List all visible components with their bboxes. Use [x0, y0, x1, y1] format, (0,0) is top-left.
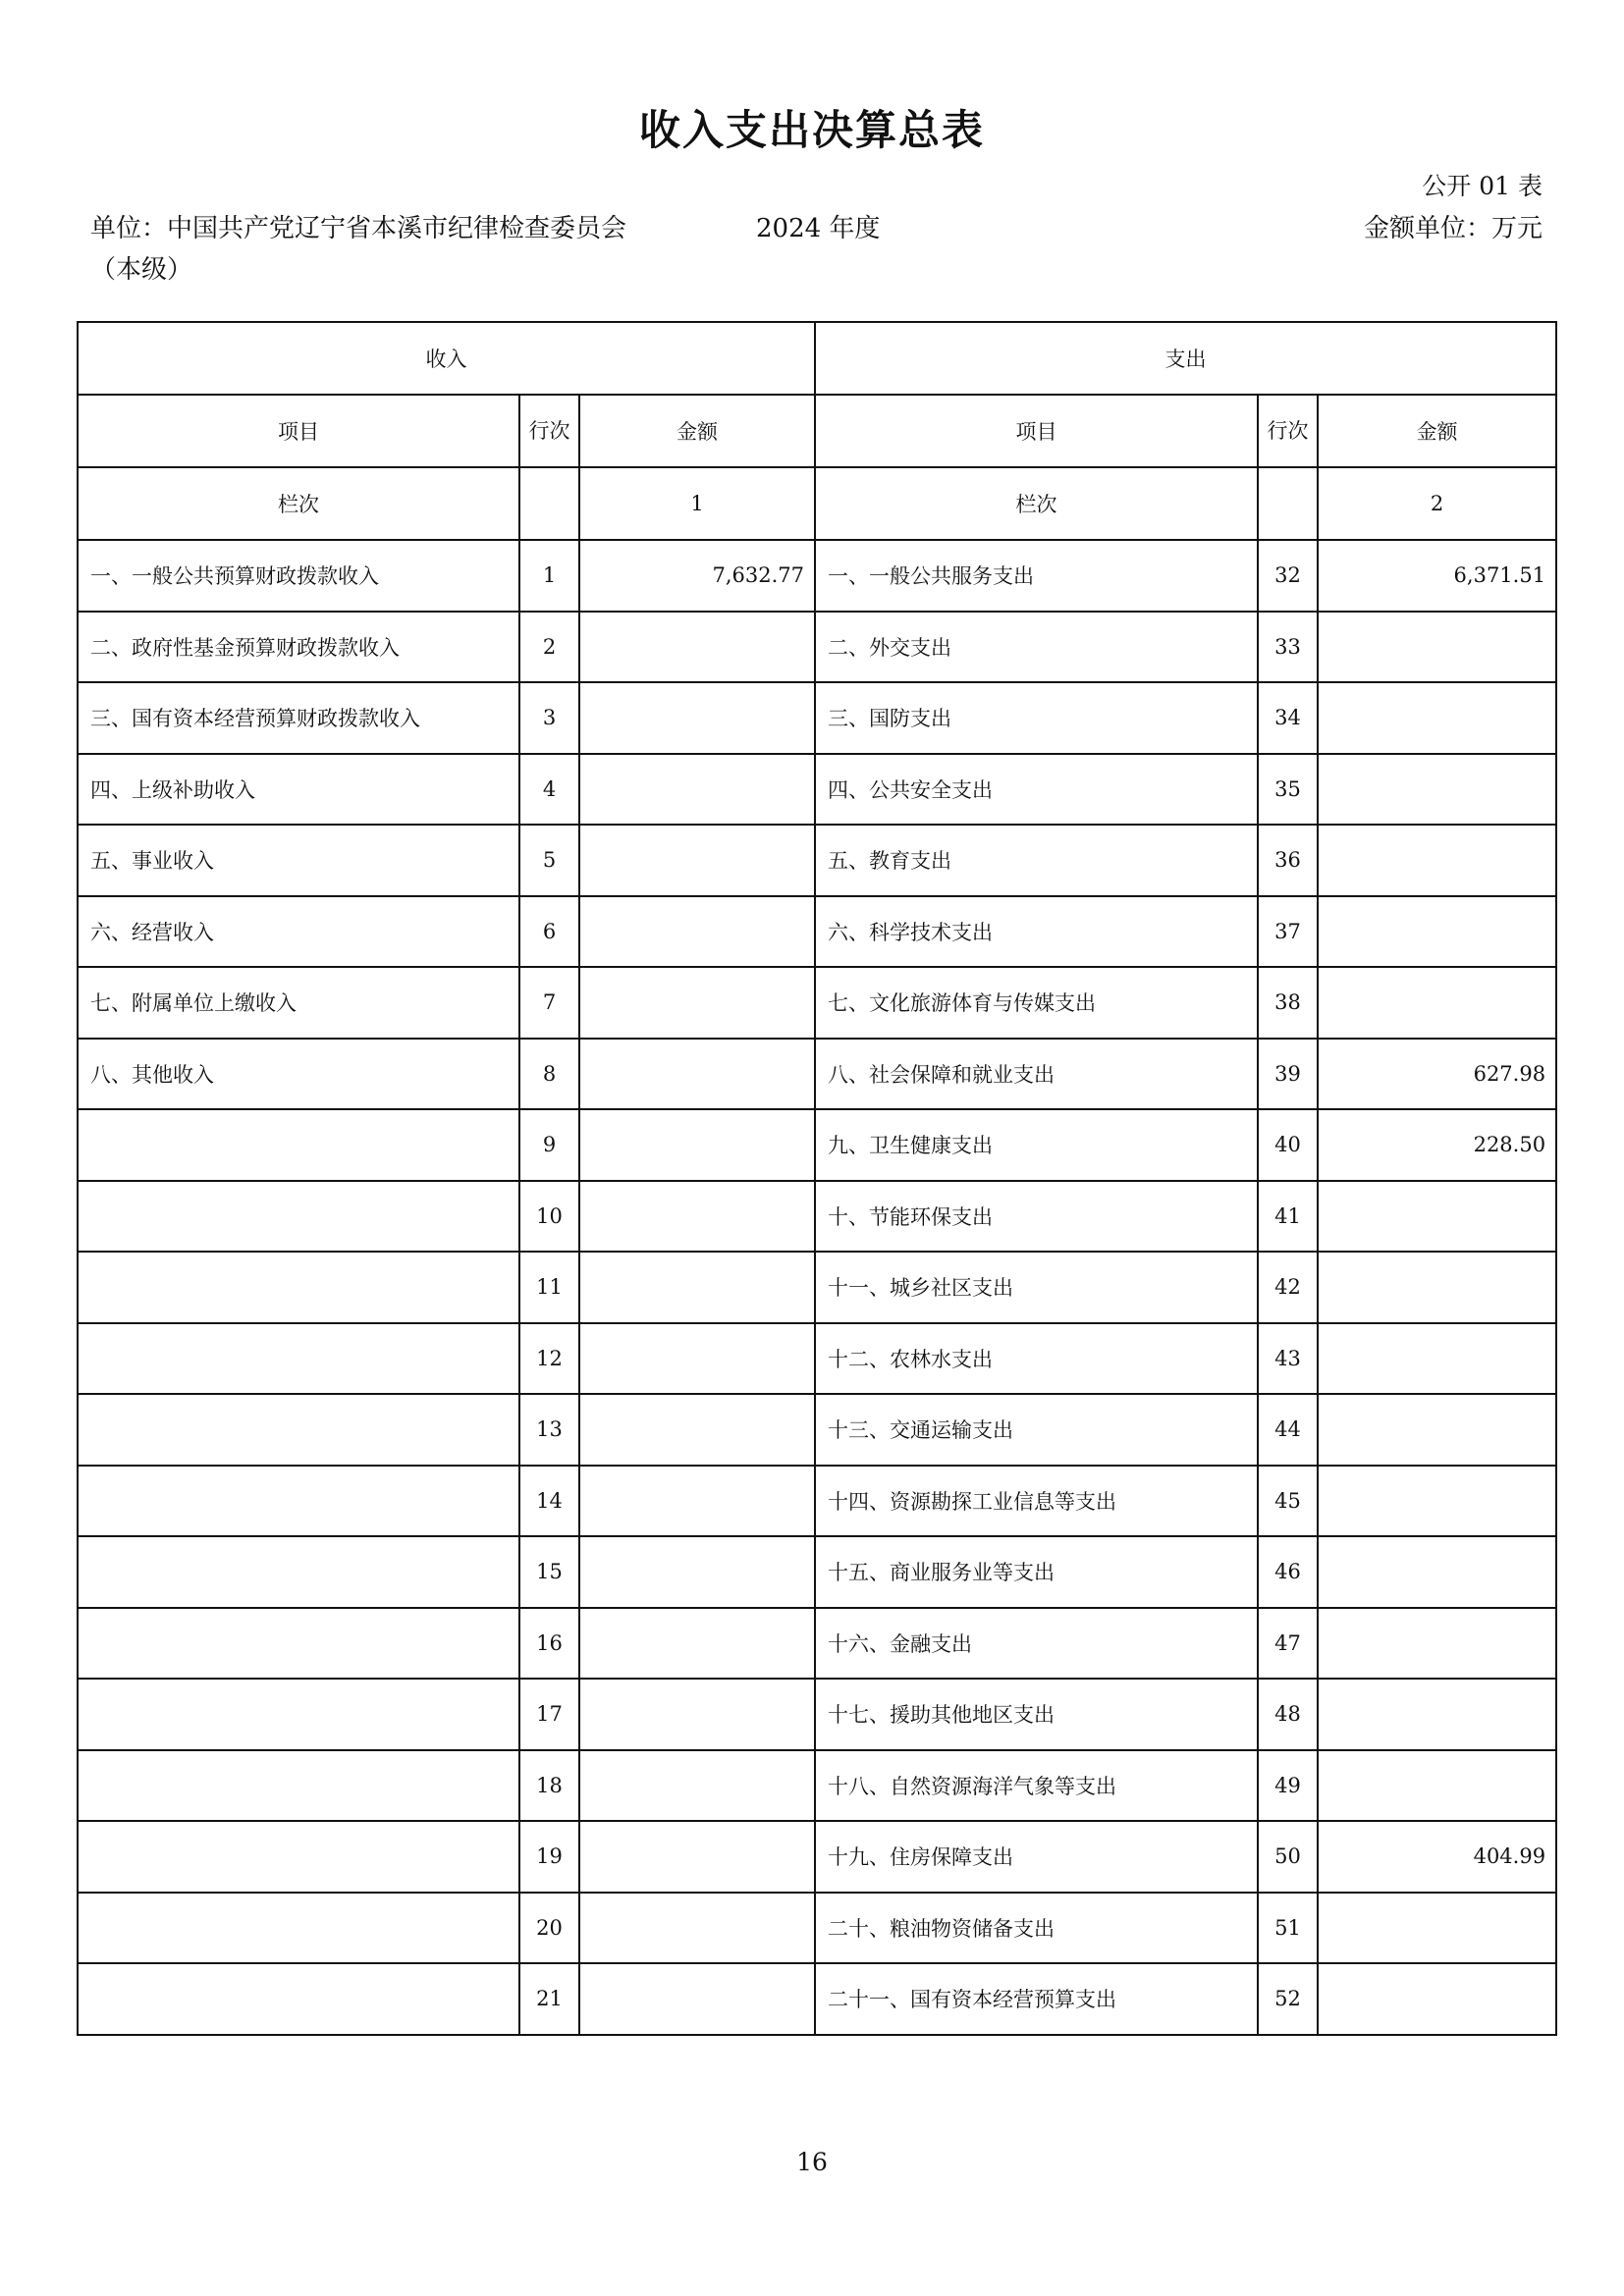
- expense-item: 十一、城乡社区支出: [815, 1252, 1258, 1323]
- page-number: 16: [796, 2148, 828, 2176]
- income-item: [78, 1893, 519, 1964]
- income-item: 五、事业收入: [78, 825, 519, 896]
- expense-row-no: 41: [1258, 1181, 1318, 1253]
- unit-label-continued: （本级）: [90, 255, 193, 285]
- income-amount: [579, 1679, 815, 1750]
- expense-amount: [1318, 1181, 1556, 1253]
- expense-amount: 627.98: [1318, 1039, 1556, 1110]
- income-amount: [579, 754, 815, 826]
- income-row-no: 15: [519, 1536, 579, 1608]
- expense-amount: [1318, 1466, 1556, 1537]
- income-row-no: 9: [519, 1109, 579, 1181]
- expense-row-no: 38: [1258, 967, 1318, 1039]
- money-unit: 金额单位：万元: [1363, 214, 1543, 243]
- table-row: [78, 896, 1556, 968]
- income-amount: [579, 1039, 815, 1110]
- expense-row-no: 46: [1258, 1536, 1318, 1608]
- expense-item: 十四、资源勘探工业信息等支出: [815, 1466, 1258, 1537]
- income-row-no: 19: [519, 1821, 579, 1893]
- expense-row-no: 44: [1258, 1394, 1318, 1466]
- table-row: [78, 754, 1556, 826]
- expense-amount: [1318, 754, 1556, 826]
- income-row-no: 13: [519, 1394, 579, 1466]
- income-row-no: 6: [519, 896, 579, 968]
- income-amount: 7,632.77: [579, 540, 815, 612]
- expense-item: 十七、援助其他地区支出: [815, 1679, 1258, 1750]
- table-row: [78, 1323, 1556, 1395]
- expense-amount: [1318, 1252, 1556, 1323]
- expense-row-no: 45: [1258, 1466, 1318, 1537]
- income-amount: [579, 896, 815, 968]
- table-row: [78, 1181, 1556, 1253]
- income-amount: [579, 1323, 815, 1395]
- expense-item: 十、节能环保支出: [815, 1181, 1258, 1253]
- expense-item: 十八、自然资源海洋气象等支出: [815, 1750, 1258, 1822]
- section-header-row: [78, 322, 1556, 395]
- income-amount: [579, 1963, 815, 2035]
- expense-column-no-blank: [1258, 467, 1318, 540]
- expense-row-no-header: 行次: [1258, 395, 1318, 467]
- expense-row-no: 40: [1258, 1109, 1318, 1181]
- income-amount: [579, 1252, 815, 1323]
- expense-row-no: 32: [1258, 540, 1318, 612]
- expense-amount: [1318, 967, 1556, 1039]
- table-row: [78, 1893, 1556, 1964]
- income-item: 七、附属单位上缴收入: [78, 967, 519, 1039]
- income-amount: [579, 1466, 815, 1537]
- income-section-header: 收入: [78, 322, 815, 395]
- expense-item: 四、公共安全支出: [815, 754, 1258, 826]
- income-item: 四、上级补助收入: [78, 754, 519, 826]
- income-row-no: 16: [519, 1608, 579, 1680]
- table-row: [78, 967, 1556, 1039]
- table-row: [78, 1039, 1556, 1110]
- expense-amount: [1318, 1750, 1556, 1822]
- expense-row-no: 33: [1258, 612, 1318, 683]
- income-column-no-value: 1: [579, 467, 815, 540]
- income-amount: [579, 1821, 815, 1893]
- income-row-no: 8: [519, 1039, 579, 1110]
- income-amount: [579, 612, 815, 683]
- income-item-header: 项目: [78, 395, 519, 467]
- unit-label: 单位：中国共产党辽宁省本溪市纪律检查委员会: [90, 214, 627, 243]
- expense-amount: [1318, 825, 1556, 896]
- expense-row-no: 51: [1258, 1893, 1318, 1964]
- table-row: [78, 1394, 1556, 1466]
- income-item: [78, 1466, 519, 1537]
- income-amount-header: 金额: [579, 395, 815, 467]
- expense-item: 七、文化旅游体育与传媒支出: [815, 967, 1258, 1039]
- income-amount: [579, 1394, 815, 1466]
- expense-column-no-value: 2: [1318, 467, 1556, 540]
- expense-amount: [1318, 1323, 1556, 1395]
- table-row: [78, 1679, 1556, 1750]
- income-amount: [579, 1893, 815, 1964]
- expense-item: 二十一、国有资本经营预算支出: [815, 1963, 1258, 2035]
- expense-amount: [1318, 682, 1556, 754]
- expense-amount: [1318, 896, 1556, 968]
- column-number-row: [78, 467, 1556, 540]
- expense-item: 八、社会保障和就业支出: [815, 1039, 1258, 1110]
- table-row: [78, 1252, 1556, 1323]
- expense-item: 二、外交支出: [815, 612, 1258, 683]
- income-item: 二、政府性基金预算财政拨款收入: [78, 612, 519, 683]
- income-item: [78, 1821, 519, 1893]
- expense-amount: [1318, 1893, 1556, 1964]
- expense-item: 六、科学技术支出: [815, 896, 1258, 968]
- income-item: [78, 1323, 519, 1395]
- income-row-no: 3: [519, 682, 579, 754]
- expense-item: 十六、金融支出: [815, 1608, 1258, 1680]
- expense-item: 三、国防支出: [815, 682, 1258, 754]
- expense-row-no: 39: [1258, 1039, 1318, 1110]
- income-row-no: 10: [519, 1181, 579, 1253]
- expense-row-no: 50: [1258, 1821, 1318, 1893]
- expense-item: 十二、农林水支出: [815, 1323, 1258, 1395]
- expense-item: 十三、交通运输支出: [815, 1394, 1258, 1466]
- income-item: [78, 1679, 519, 1750]
- expense-item-header: 项目: [815, 395, 1258, 467]
- budget-summary-table: [77, 321, 1557, 2036]
- expense-amount: 228.50: [1318, 1109, 1556, 1181]
- expense-row-no: 43: [1258, 1323, 1318, 1395]
- income-row-no-header: 行次: [519, 395, 579, 467]
- expense-item: 一、一般公共服务支出: [815, 540, 1258, 612]
- expense-amount: [1318, 1679, 1556, 1750]
- expense-row-no: 34: [1258, 682, 1318, 754]
- table-row: [78, 1821, 1556, 1893]
- income-item: [78, 1536, 519, 1608]
- income-item: [78, 1608, 519, 1680]
- column-header-row: [78, 395, 1556, 467]
- income-amount: [579, 825, 815, 896]
- income-item: [78, 1750, 519, 1822]
- expense-item: 五、教育支出: [815, 825, 1258, 896]
- page-title: 收入支出决算总表: [638, 106, 985, 154]
- income-row-no: 17: [519, 1679, 579, 1750]
- table-row: [78, 825, 1556, 896]
- income-row-no: 12: [519, 1323, 579, 1395]
- table-row: [78, 540, 1556, 612]
- income-row-no: 21: [519, 1963, 579, 2035]
- income-row-no: 18: [519, 1750, 579, 1822]
- table-row: [78, 1750, 1556, 1822]
- income-amount: [579, 967, 815, 1039]
- income-row-no: 1: [519, 540, 579, 612]
- table-row: [78, 682, 1556, 754]
- expense-amount: 6,371.51: [1318, 540, 1556, 612]
- table-row: [78, 1536, 1556, 1608]
- income-item: [78, 1109, 519, 1181]
- income-item: [78, 1963, 519, 2035]
- form-number: 公开 01 表: [1422, 172, 1543, 200]
- expense-amount: [1318, 1394, 1556, 1466]
- fiscal-year: 2024 年度: [756, 214, 881, 243]
- expense-row-no: 48: [1258, 1679, 1318, 1750]
- expense-item: 十九、住房保障支出: [815, 1821, 1258, 1893]
- expense-amount: [1318, 1963, 1556, 2035]
- income-item: [78, 1181, 519, 1253]
- expense-row-no: 37: [1258, 896, 1318, 968]
- expense-row-no: 42: [1258, 1252, 1318, 1323]
- expense-amount-header: 金额: [1318, 395, 1556, 467]
- income-amount: [579, 1181, 815, 1253]
- table-row: [78, 1466, 1556, 1537]
- income-row-no: 2: [519, 612, 579, 683]
- income-row-no: 14: [519, 1466, 579, 1537]
- income-amount: [579, 1536, 815, 1608]
- income-item: [78, 1252, 519, 1323]
- income-item: [78, 1394, 519, 1466]
- income-item: 一、一般公共预算财政拨款收入: [78, 540, 519, 612]
- table-row: [78, 1109, 1556, 1181]
- expense-row-no: 47: [1258, 1608, 1318, 1680]
- income-column-no-label: 栏次: [78, 467, 519, 540]
- expense-column-no-label: 栏次: [815, 467, 1258, 540]
- income-amount: [579, 1109, 815, 1181]
- income-row-no: 7: [519, 967, 579, 1039]
- income-item: 六、经营收入: [78, 896, 519, 968]
- income-amount: [579, 1750, 815, 1822]
- income-amount: [579, 682, 815, 754]
- expense-amount: [1318, 1536, 1556, 1608]
- income-item: 八、其他收入: [78, 1039, 519, 1110]
- income-row-no: 5: [519, 825, 579, 896]
- expense-section-header: 支出: [815, 322, 1556, 395]
- expense-row-no: 36: [1258, 825, 1318, 896]
- expense-row-no: 35: [1258, 754, 1318, 826]
- expense-item: 九、卫生健康支出: [815, 1109, 1258, 1181]
- income-row-no: 20: [519, 1893, 579, 1964]
- income-item: 三、国有资本经营预算财政拨款收入: [78, 682, 519, 754]
- income-amount: [579, 1608, 815, 1680]
- expense-row-no: 49: [1258, 1750, 1318, 1822]
- expense-item: 十五、商业服务业等支出: [815, 1536, 1258, 1608]
- table-row: [78, 1963, 1556, 2035]
- expense-row-no: 52: [1258, 1963, 1318, 2035]
- income-column-no-blank: [519, 467, 579, 540]
- expense-item: 二十、粮油物资储备支出: [815, 1893, 1258, 1964]
- income-row-no: 4: [519, 754, 579, 826]
- expense-amount: [1318, 1608, 1556, 1680]
- expense-amount: [1318, 612, 1556, 683]
- expense-amount: 404.99: [1318, 1821, 1556, 1893]
- table-row: [78, 612, 1556, 683]
- income-row-no: 11: [519, 1252, 579, 1323]
- table-row: [78, 1608, 1556, 1680]
